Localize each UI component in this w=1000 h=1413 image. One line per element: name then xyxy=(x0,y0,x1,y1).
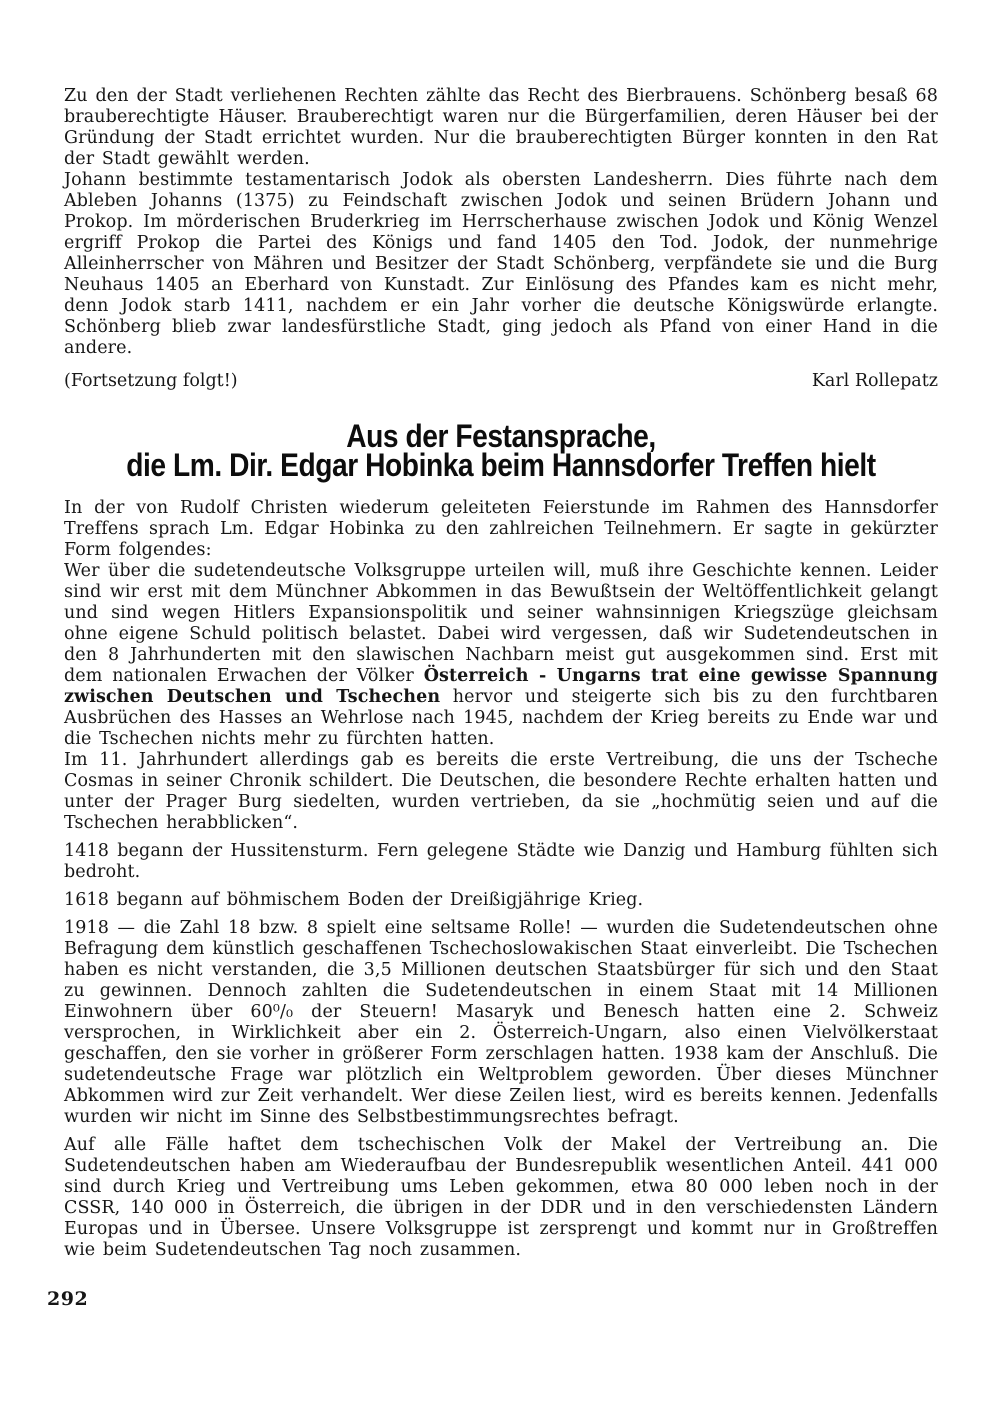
article2-title xyxy=(116,418,885,483)
article2-title-line-1: Aus der Festansprache, xyxy=(346,418,656,454)
paragraph xyxy=(64,841,938,883)
paragraph xyxy=(64,918,938,1128)
article2-title-line-2: die Lm. Dir. Edgar Hobinka beim Hannsdorfer Treffen hielt xyxy=(126,447,876,483)
article1-body xyxy=(64,86,938,359)
paragraph xyxy=(64,890,938,911)
article2-body xyxy=(64,498,938,1261)
text-run: Auf alle Fälle haftet dem tschechischen Volk der Makel der Vertreibung an. Die Sudetendeutschen haben am Wiederaufbau der Bundesrepublik wesentlichen Anteil. 441 000 sind durch Krieg und Vertreibung ums Leben gekommen, etwa 80 000 leben noch in der CSSR, 140 000 in Österreich, die übrigen in der DDR und in den verschiedensten Ländern Europas und in Übersee. Unsere Volksgruppe ist zersprengt und kommt nur in Großtreffen wie beim Sudetendeutschen Tag noch zusammen. xyxy=(64,1135,938,1260)
paragraph xyxy=(64,1135,938,1261)
text-run: Im 11. Jahrhundert allerdings gab es bereits die erste Vertreibung, die uns der Tscheche Cosmas in seiner Chronik schildert. Die Deutschen, die besondere Rechte erhalten hatten und unter der Prager Burg siedelten, wurden vertrieben, da sie „hochmütig seien und auf die Tschechen herabblicken“. xyxy=(64,750,938,833)
text-run: 1918 — die Zahl 18 bzw. 8 spielt eine seltsame Rolle! — wurden die Sudetendeutschen ohne Befragung dem künstlich geschaffenen Tschechoslowakischen Staat einverleibt. Die Tschechen haben es nicht verstanden, die 3,5 Millionen deutschen Staatsbürger für sich und den Staat zu gewinnen. Dennoch zahlten die Sudetendeutschen in einem Staat mit 14 Millionen Einwohnern über 60⁰/₀ der Steuern! Masaryk und Benesch hatten eine 2. Schweiz versprochen, in Wirklichkeit aber ein 2. Österreich-Ungarn, also einen Vielvölkerstaat geschaffen, den sie vorher in größerer Form zerschlagen hatten. 1938 kam der Anschluß. Die sudetendeutsche Frage war plötzlich ein Weltproblem geworden. Über dieses Münchner Abkommen wird zur Zeit verhandelt. Wer diese Zeilen liest, wird es bereits kennen. Jedenfalls wurden wir nicht im Sinne des Selbstbestimmungsrechtes befragt. xyxy=(64,918,938,1127)
text-run: Johann bestimmte testamentarisch Jodok als obersten Landesherrn. Dies führte nach dem Ableben Johanns (1375) zu Feindschaft zwischen Jodok und seinen Brüdern Johann und Prokop. Im mörderischen Bruderkrieg im Herrscherhause zwischen Jodok und König Wenzel ergriff Prokop die Partei des Königs und fand 1405 den Tod. Jodok, der nunmehrige Alleinherrscher von Mähren und Besitzer der Stadt Schönberg, verpfändete sie und die Burg Neuhaus 1405 an Eberhard von Kunstadt. Zur Einlösung des Pfandes kam es nicht mehr, denn Jodok starb 1411, nachdem er ein Jahr vorher die deutsche Königswürde erlangte. Schönberg blieb zwar landesfürstliche Stadt, ging jedoch als Pfand von einer Hand in die andere. xyxy=(64,170,938,358)
bold-text-run: Österreich - Ungarns trat eine gewisse Spannung zwischen Deutschen und Tschechen xyxy=(64,666,939,707)
byline-row xyxy=(64,371,938,392)
text-run: 1618 begann auf böhmischem Boden der Dreißigjährige Krieg. xyxy=(64,890,644,910)
text-run: Wer über die sudetendeutsche Volksgruppe urteilen will, muß ihre Geschichte kennen. Leider sind wir erst mit dem Münchner Abkommen in das Bewußtsein der Weltöffentlichkeit gelangt und sind wegen Hitlers Expansionspolitik und seiner wahnsinnigen Kriegszüge gleichsam ohne eigene Schuld politisch belastet. Dabei wird vergessen, daß wir Sudetendeutschen in den 8 Jahrhunderten mit den slawischen Nachbarn meist gut ausgekommen sind. Erst mit dem nationalen Erwachen der Völker xyxy=(64,561,938,686)
text-run: In der von Rudolf Christen wiederum geleiteten Feierstunde im Rahmen des Hannsdorfer Treffens sprach Lm. Edgar Hobinka zu den zahlreichen Teilnehmern. Er sagte in gekürzter Form folgendes: xyxy=(64,498,938,560)
paragraph xyxy=(64,498,938,561)
paragraph xyxy=(64,86,938,170)
paragraph xyxy=(64,750,938,834)
text-run: hervor und steigerte sich bis zu den furchtbaren Ausbrüchen des Hasses an Wehrlose nach 1945, nachdem der Krieg bereits zu Ende war und die Tschechen nichts mehr zu fürchten hatten. xyxy=(64,687,938,749)
paragraph xyxy=(64,170,938,359)
continuation-note: (Fortsetzung folgt!) xyxy=(64,371,238,391)
paragraph xyxy=(64,561,938,750)
text-run: Zu den der Stadt verliehenen Rechten zählte das Recht des Bierbrauens. Schönberg besaß 68 brauberechtigte Häuser. Brauberechtigt waren nur die Bürgerfamilien, deren Häuser bei der Gründung der Stadt errichtet wurden. Nur die brauberechtigten Bürger konnten in den Rat der Stadt gewählt werden. xyxy=(64,86,938,169)
page-number: 292 xyxy=(47,1288,89,1310)
author-name: Karl Rollepatz xyxy=(811,371,938,391)
text-run: 1418 begann der Hussitensturm. Fern gelegene Städte wie Danzig und Hamburg fühlten sich bedroht. xyxy=(64,841,938,882)
